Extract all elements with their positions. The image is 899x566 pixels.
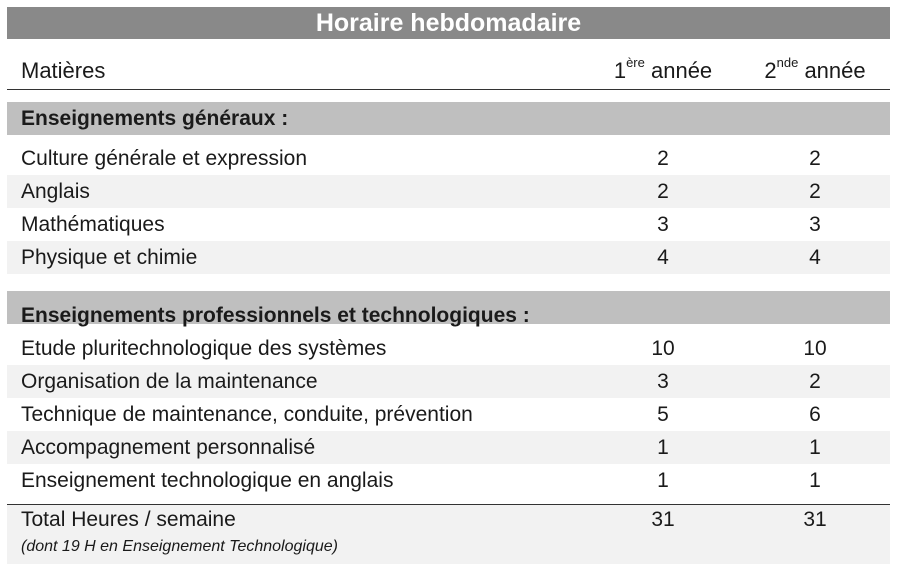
year1-sup: ère xyxy=(626,54,645,70)
section-professional-label: Enseignements professionnels et technologiques : xyxy=(21,304,530,327)
subject-cell: Culture générale et expression xyxy=(21,147,308,170)
table-row xyxy=(7,332,890,365)
column-header-subjects: Matières xyxy=(21,58,106,83)
table-row xyxy=(7,365,890,398)
table-row xyxy=(7,208,890,241)
subject-cell: Accompagnement personnalisé xyxy=(21,436,316,459)
year2-suffix: année xyxy=(798,58,866,83)
section-general-header xyxy=(7,102,890,135)
subject-cell: Organisation de la maintenance xyxy=(21,370,318,393)
table-row xyxy=(7,464,890,497)
total-note: (dont 19 H en Enseignement Technologique) xyxy=(21,538,338,555)
year1-suffix: année xyxy=(644,58,713,83)
year1-hours-cell: 4 xyxy=(657,246,669,269)
table-row xyxy=(7,398,890,431)
column-header-row xyxy=(7,51,890,90)
year2-hours-cell: 3 xyxy=(809,213,821,236)
total-label: Total Heures / semaine xyxy=(21,508,236,531)
year2-hours-cell: 2 xyxy=(809,147,821,170)
total-row xyxy=(7,504,890,564)
year1-hours-cell: 3 xyxy=(657,370,669,393)
subject-cell: Physique et chimie xyxy=(21,246,198,269)
year1-hours-cell: 10 xyxy=(651,337,675,360)
column-header-year2 xyxy=(755,51,875,89)
year1-hours-cell: 5 xyxy=(657,403,669,426)
subject-cell: Mathématiques xyxy=(21,213,165,236)
table-row xyxy=(7,175,890,208)
table-row xyxy=(7,431,890,464)
section-professional-header xyxy=(7,291,890,327)
year2-hours-cell: 10 xyxy=(803,337,827,360)
year1-hours-cell: 1 xyxy=(657,436,669,459)
subject-cell: Anglais xyxy=(21,180,90,203)
year1-hours-cell: 1 xyxy=(657,469,669,492)
table-title: Horaire hebdomadaire xyxy=(7,7,890,39)
year2-hours-cell: 4 xyxy=(809,246,821,269)
year1-hours-cell: 2 xyxy=(657,147,669,170)
year2-sup: nde xyxy=(776,54,799,70)
year1-hours-cell: 3 xyxy=(657,213,669,236)
total-year2-hours: 31 xyxy=(803,508,827,531)
column-header-year1 xyxy=(603,51,723,89)
year2-prefix: 2 xyxy=(764,58,777,83)
table-row xyxy=(7,241,890,274)
year2-hours-cell: 2 xyxy=(809,180,821,203)
section-general-label: Enseignements généraux : xyxy=(21,107,289,130)
year2-hours-cell: 2 xyxy=(809,370,821,393)
weekly-schedule-table xyxy=(7,7,890,563)
year2-hours-cell: 1 xyxy=(809,436,821,459)
year2-hours-cell: 6 xyxy=(809,403,821,426)
subject-cell: Enseignement technologique en anglais xyxy=(21,469,394,492)
year1-hours-cell: 2 xyxy=(657,180,669,203)
year1-prefix: 1 xyxy=(613,58,627,83)
total-year1-hours: 31 xyxy=(651,508,675,531)
table-row xyxy=(7,142,890,175)
year2-hours-cell: 1 xyxy=(809,469,821,492)
subject-cell: Technique de maintenance, conduite, prévention xyxy=(21,403,473,426)
subject-cell: Etude pluritechnologique des systèmes xyxy=(21,337,387,360)
